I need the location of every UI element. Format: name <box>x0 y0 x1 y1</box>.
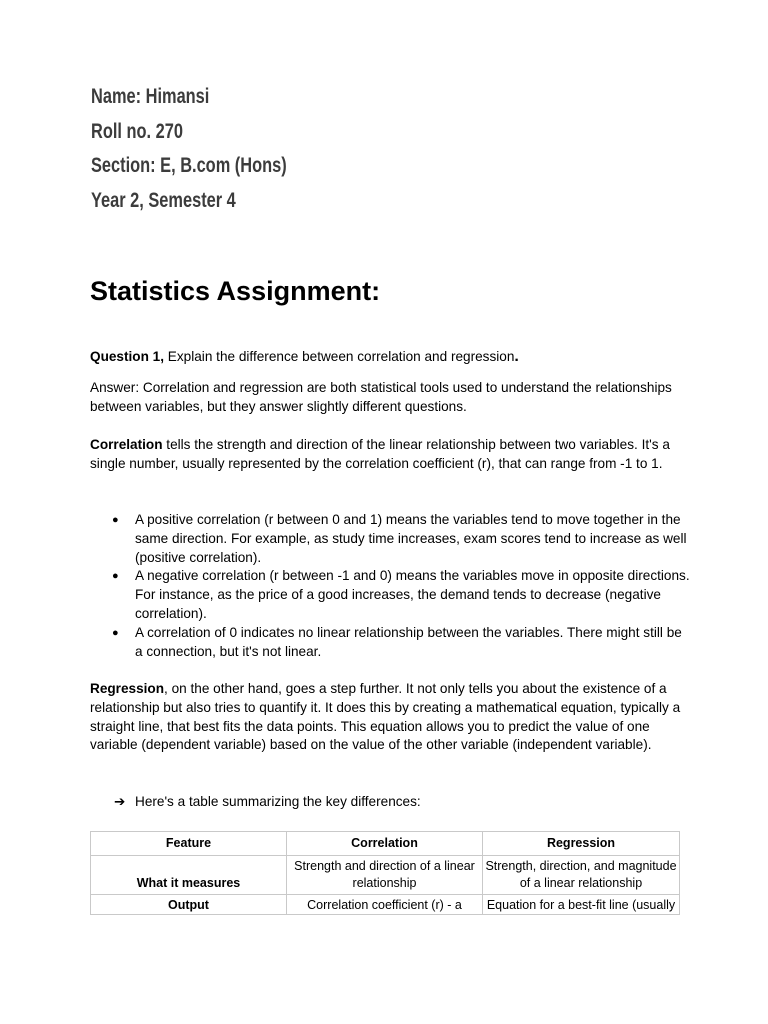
bullet-icon: ● <box>112 514 119 526</box>
table-cell: What it measures <box>91 856 287 895</box>
comparison-table <box>90 831 680 915</box>
table-intro-text: Here's a table summarizing the key differences: <box>135 794 421 809</box>
correlation-paragraph <box>90 436 690 474</box>
list-item <box>90 511 690 567</box>
list-item <box>90 567 690 623</box>
table-cell: Equation for a best-fit line (usually <box>483 895 680 915</box>
correlation-bullet-list <box>90 511 690 661</box>
regression-text: , on the other hand, goes a step further. It not only tells you about the existence of a relationship but also tries to quantify it. It does this by creating a mathematical equation, typically a straight line, that best fits the data points. This equation allows you to predict the value of one variable (dependent variable) based on the value of the other variable (independent variable). <box>90 681 681 753</box>
assignment-title: Statistics Assignment: <box>90 276 381 306</box>
correlation-term: Correlation <box>90 437 163 452</box>
answer-paragraph: Answer: Correlation and regression are both statistical tools used to understand the relationships between variables, but they answer slightly different questions. <box>90 380 672 414</box>
regression-paragraph <box>90 680 690 755</box>
table-cell: Output <box>91 895 287 915</box>
roll-number: Roll no. 270 <box>91 120 183 143</box>
header-correlation: Correlation <box>287 832 483 856</box>
table-header-row <box>91 832 680 856</box>
question-text: Explain the difference between correlation and regression <box>164 349 515 364</box>
table-cell: Correlation coefficient (r) - a <box>287 895 483 915</box>
bullet-icon: ● <box>112 570 119 583</box>
list-item-text: A positive correlation (r between 0 and 1) means the variables tend to move together in the same direction. For example, as study time increases, exam scores tend to increase as well (positive correlation). <box>135 512 687 565</box>
year-semester: Year 2, Semester 4 <box>91 189 236 212</box>
table-row <box>91 856 680 895</box>
student-name: Name: Himansi <box>91 85 210 108</box>
arrow-right-icon: ➔ <box>114 794 126 809</box>
regression-term: Regression <box>90 681 165 696</box>
question-label: Question 1, <box>90 349 165 364</box>
list-item <box>90 624 690 662</box>
correlation-text: tells the strength and direction of the linear relationship between two variables. It's a single number, usually represented by the correlation coefficient (r), that can range from -1 to 1. <box>90 437 670 471</box>
list-item-text: A correlation of 0 indicates no linear relationship between the variables. There might still be a connection, but it's not linear. <box>135 624 682 659</box>
table-cell: Strength and direction of a linear relationship <box>287 856 483 895</box>
table-cell: Strength, direction, and magnitude of a linear relationship <box>483 856 680 895</box>
table-row <box>91 895 680 915</box>
bullet-icon: ● <box>112 626 119 639</box>
question-period: . <box>514 348 519 365</box>
question-1 <box>90 348 690 367</box>
list-item-text: A negative correlation (r between -1 and 0) means the variables move in opposite directions. For instance, as the price of a good increases, the demand tends to decrease (negative correlation). <box>135 568 690 621</box>
header-feature: Feature <box>91 832 287 856</box>
header-regression: Regression <box>483 832 680 856</box>
section-info: Section: E, B.com (Hons) <box>91 154 287 177</box>
